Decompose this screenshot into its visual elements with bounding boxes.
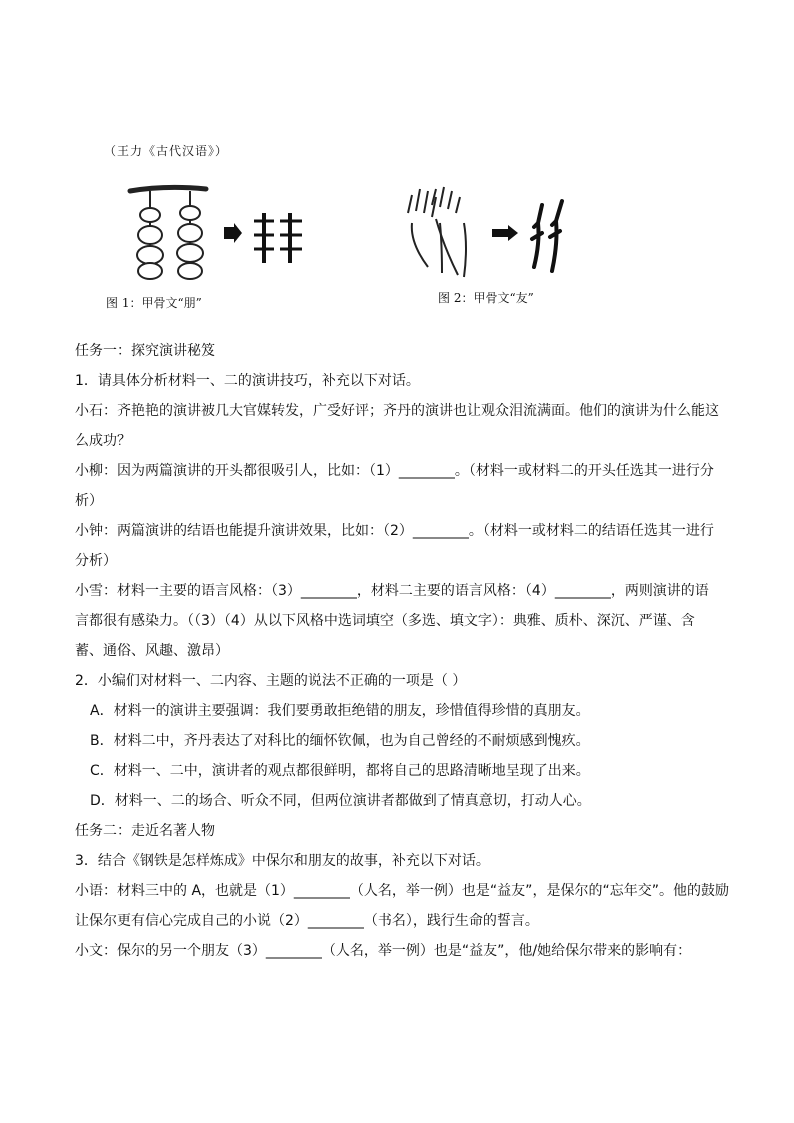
figure-2-caption: 图 2：甲骨文“友” xyxy=(438,291,534,305)
dialogue-xiaowen-line-1: 小文：保尔的另一个朋友（3）________（人名，举一例）也是“益友”，他/她给保尔带来的影响有： xyxy=(75,943,692,959)
dialogue-xiaoyu-line-2: 让保尔更有信心完成自己的小说（2）________（书名），践行生命的誓言。 xyxy=(75,913,539,929)
dialogue-xiaoshi-line-1: 小石：齐艳艳的演讲被几大官媒转发，广受好评；齐丹的演讲也让观众泪流满面。他们的演讲为什么能这 xyxy=(75,403,719,419)
option-b: B．材料二中，齐丹表达了对科比的缅怀钦佩，也为自己曾经的不耐烦感到愧疚。 xyxy=(90,733,590,749)
question-3-prompt: 3．结合《钢铁是怎样炼成》中保尔和朋友的故事，补充以下对话。 xyxy=(75,853,490,869)
question-body xyxy=(75,336,729,966)
dialogue-xiaoyu-line-1: 小语：材料三中的 A，也就是（1）________（人名，举一例）也是“益友”，是保尔的“忘年交”。他的鼓励 xyxy=(75,883,729,899)
figure-1-caption: 图 1：甲骨文“朋” xyxy=(106,296,202,310)
dialogue-xiaoshi-line-2: 么成功？ xyxy=(75,433,131,449)
option-a: A．材料一的演讲主要强调：我们要勇敢拒绝错的朋友，珍惜值得珍惜的真朋友。 xyxy=(90,703,590,719)
task-2-heading: 任务二：走近名著人物 xyxy=(75,823,215,839)
dialogue-xiaoxue-line-1: 小雪：材料一主要的语言风格：（3）________，材料二主要的语言风格：（4）________，两则演讲的语 xyxy=(75,583,709,599)
dialogue-xiaoxue-line-3: 蓄、通俗、风趣、激昂） xyxy=(75,643,229,659)
dialogue-xiaozhong-line-2: 分析） xyxy=(75,553,117,569)
dialogue-xiaoxue-line-2: 言都很有感染力。（（3）（4）从以下风格中选词填空（多选、填文字）：典雅、质朴、深沉、严谨、含 xyxy=(75,613,695,629)
hands-to-you-icon xyxy=(402,183,582,283)
task-1-heading: 任务一：探究演讲秘笈 xyxy=(75,343,215,359)
shell-strings-to-peng-icon xyxy=(106,183,316,291)
figure-2-you xyxy=(402,183,582,283)
dialogue-xiaoliu-line-2: 析） xyxy=(75,493,103,509)
figure-1-peng xyxy=(106,183,316,291)
dialogue-xiaozhong-line-1: 小钟：两篇演讲的结语也能提升演讲效果，比如：（2）________。（材料一或材料二的结语任选其一进行 xyxy=(75,523,714,539)
question-1-prompt: 1．请具体分析材料一、二的演讲技巧，补充以下对话。 xyxy=(75,373,420,389)
question-2-prompt: 2．小编们对材料一、二内容、主题的说法不正确的一项是（ ） xyxy=(75,673,467,689)
dialogue-xiaoliu-line-1: 小柳：因为两篇演讲的开头都很吸引人，比如：（1）________。（材料一或材料二的开头任选其一进行分 xyxy=(75,463,714,479)
option-c: C．材料一、二中，演讲者的观点都很鲜明，都将自己的思路清晰地呈现了出来。 xyxy=(90,763,590,779)
option-d: D．材料一、二的场合、听众不同，但两位演讲者都做到了情真意切，打动人心。 xyxy=(90,793,591,809)
source-note: （王力《古代汉语》） xyxy=(104,144,229,158)
